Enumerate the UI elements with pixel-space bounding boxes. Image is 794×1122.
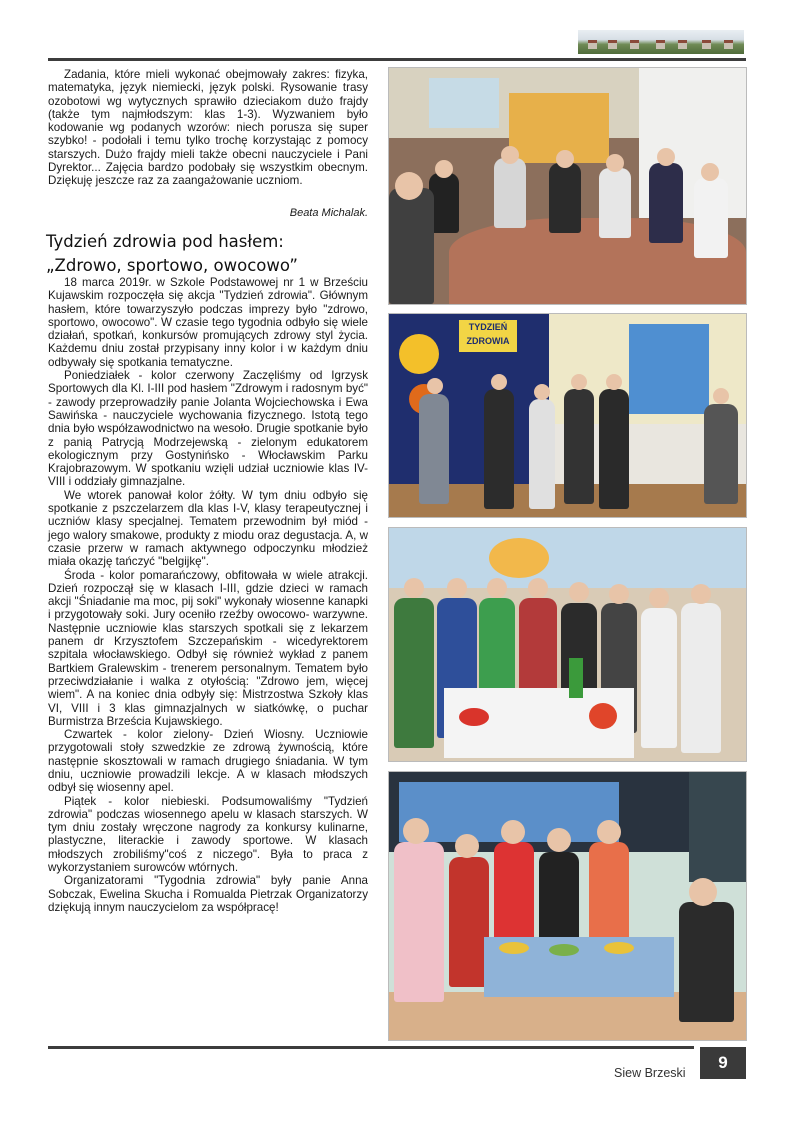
photo-stage-award [388,313,747,518]
village-banner-image [578,30,744,54]
article-title-line2: „Zdrowo, sportowo, owocowo” [46,256,298,275]
photo-group-healthy-food [388,527,747,762]
article-paragraph: 18 marca 2019r. w Szkole Podstawowej nr 1 w Brześciu Kujawskim rozpoczęła się akcja "Tydzień zdrowia". Głównym hasłem, które towarzyszyło podczas imprezy było "zdrowo, sportowo, owocowo". W czasie tego tygodnia odbyło się wiele działań, spotkań, konkursów promujących zdrowy styl życia. Każdemu dniu został przypisany inny kolor i w każdym dniu odbywały się spotkania tematyczne. [48,276,368,369]
photo-children-table [388,771,747,1041]
article-body [48,276,368,914]
page-number: 9 [700,1047,746,1079]
photo-classroom-circle [388,67,747,305]
magazine-name: Siew Brzeski [614,1066,686,1080]
intro-text [48,68,368,188]
article-paragraph: Czwartek - kolor zielony- Dzień Wiosny. Uczniowie przygotowali stoły szwedzkie ze zdrową żywnością, które następnie skosztowali w ramach drugiego śniadania. W tym dniu, uczniowie prowadzili lekcje. A w klasach młodszych odbył się wiosenny apel. [48,728,368,795]
header-rule [48,58,746,61]
article-paragraph: Piątek - kolor niebieski. Podsumowaliśmy "Tydzień zdrowia" podczas wiosennego apelu w klasach starszych. W tym dniu zostały wręczone nagrody za konkursy kulinarne, plastyczne, literackie i zawody sportowe. W klasach młodszych zrobiliśmy"coś z niczego". Była to praca z wykorzystaniem surowców wtórnych. [48,794,368,875]
article-paragraph: Środa - kolor pomarańczowy, obfitowała w wiele atrakcji. Dzień rozpoczął się w klasach I-III, gdzie dzieci w ramach akcji "Śniadanie ma moc, pij soki" wykonały wiosenne kanapki i przygotowały soki. Jury oceniło rzeźby owocowo- warzywne. Następnie uczniowie klas starszych spotkali się z lekarzem panem dr Krzysztofem Szczepańskim - wicedyrektorem szpitala włocławskiego. Odbył się również wykład z panem Bartkiem Gralewskim - trenerem personalnym. Tematem było przeciwdziałanie i walka z otyłością: "Zdrowo jem, więcej wiem". A na koniec dnia odbyły się: Mistrzostwa Szkoły klas VI, VIII i 3 klas gimnazjalnych w siatkówkę, o puchar Burmistrza Brześcia Kujawskiego. [48,568,368,728]
article-title-line1: Tydzień zdrowia pod hasłem: [46,232,284,251]
banner-sign: TYDZIEŃ ZDROWIA [459,320,517,352]
article-paragraph: Organizatorami "Tygodnia zdrowia" były panie Anna Sobczak, Ewelina Skucha i Romualda Pietrzak Organizatorzy dziękują innym nauczycielom za współpracę! [48,874,368,914]
article-paragraph: We wtorek panował kolor żółty. W tym dniu odbyło się spotkanie z pszczelarzem dla klas I-V, klasy terapeutycznej i uczniów klasy specjalnej. Tematem przewodnim był miód - jego walory smakowe, produkty z miodu oraz degustacja. A, w czasie przerw w ramach aktywnego odpoczynku młodzież miała okazję tańczyć "belgijkę". [48,488,368,569]
intro-signature: Beata Michalak. [289,207,368,219]
intro-paragraph: Zadania, które mieli wykonać obejmowały zakres: fizyka, matematyka, język niemiecki, język polski. Rysowanie trasy ozobotowi wg wytycznych sprawiło dzieciakom dużo frajdy (także tym najmłodszym: klas 1-3). Wyzwaniem było kodowanie wg podanych wzorów: niech porusza się super szybko! - podołali i temu tylko trochę korzystając z pomocy starszych. Dużo frajdy mieli także obecni nauczyciele i Pani Dyrektor... Zajęcia bardzo podobały się wszystkim obecnym. Dziękuję jeszcze raz za zaangażowanie uczniom. [48,68,368,188]
footer-rule [48,1046,694,1049]
article-title [46,230,376,278]
article-paragraph: Poniedziałek - kolor czerwony Zaczęliśmy od Igrzysk Sportowych dla Kl. I-III pod hasłem "Zdrowym i radosnym być" - zawody przeprowadziły panie Jolanta Wojciechowska i Ewa Sawińska - nauczyciele wychowania fizycznego. Istotą tego dnia było współzawodnictwo na wesoło. Drugie spotkanie było z panią Patrycją Modrzejewską - zielonym edukatorem ekologicznym przy Gostynińsko - Włocławskim Parku Krajobrazowym. W spotkaniu wzięli udział uczniowie klas IV-VIII i oddziały gimnazjalne. [48,369,368,489]
